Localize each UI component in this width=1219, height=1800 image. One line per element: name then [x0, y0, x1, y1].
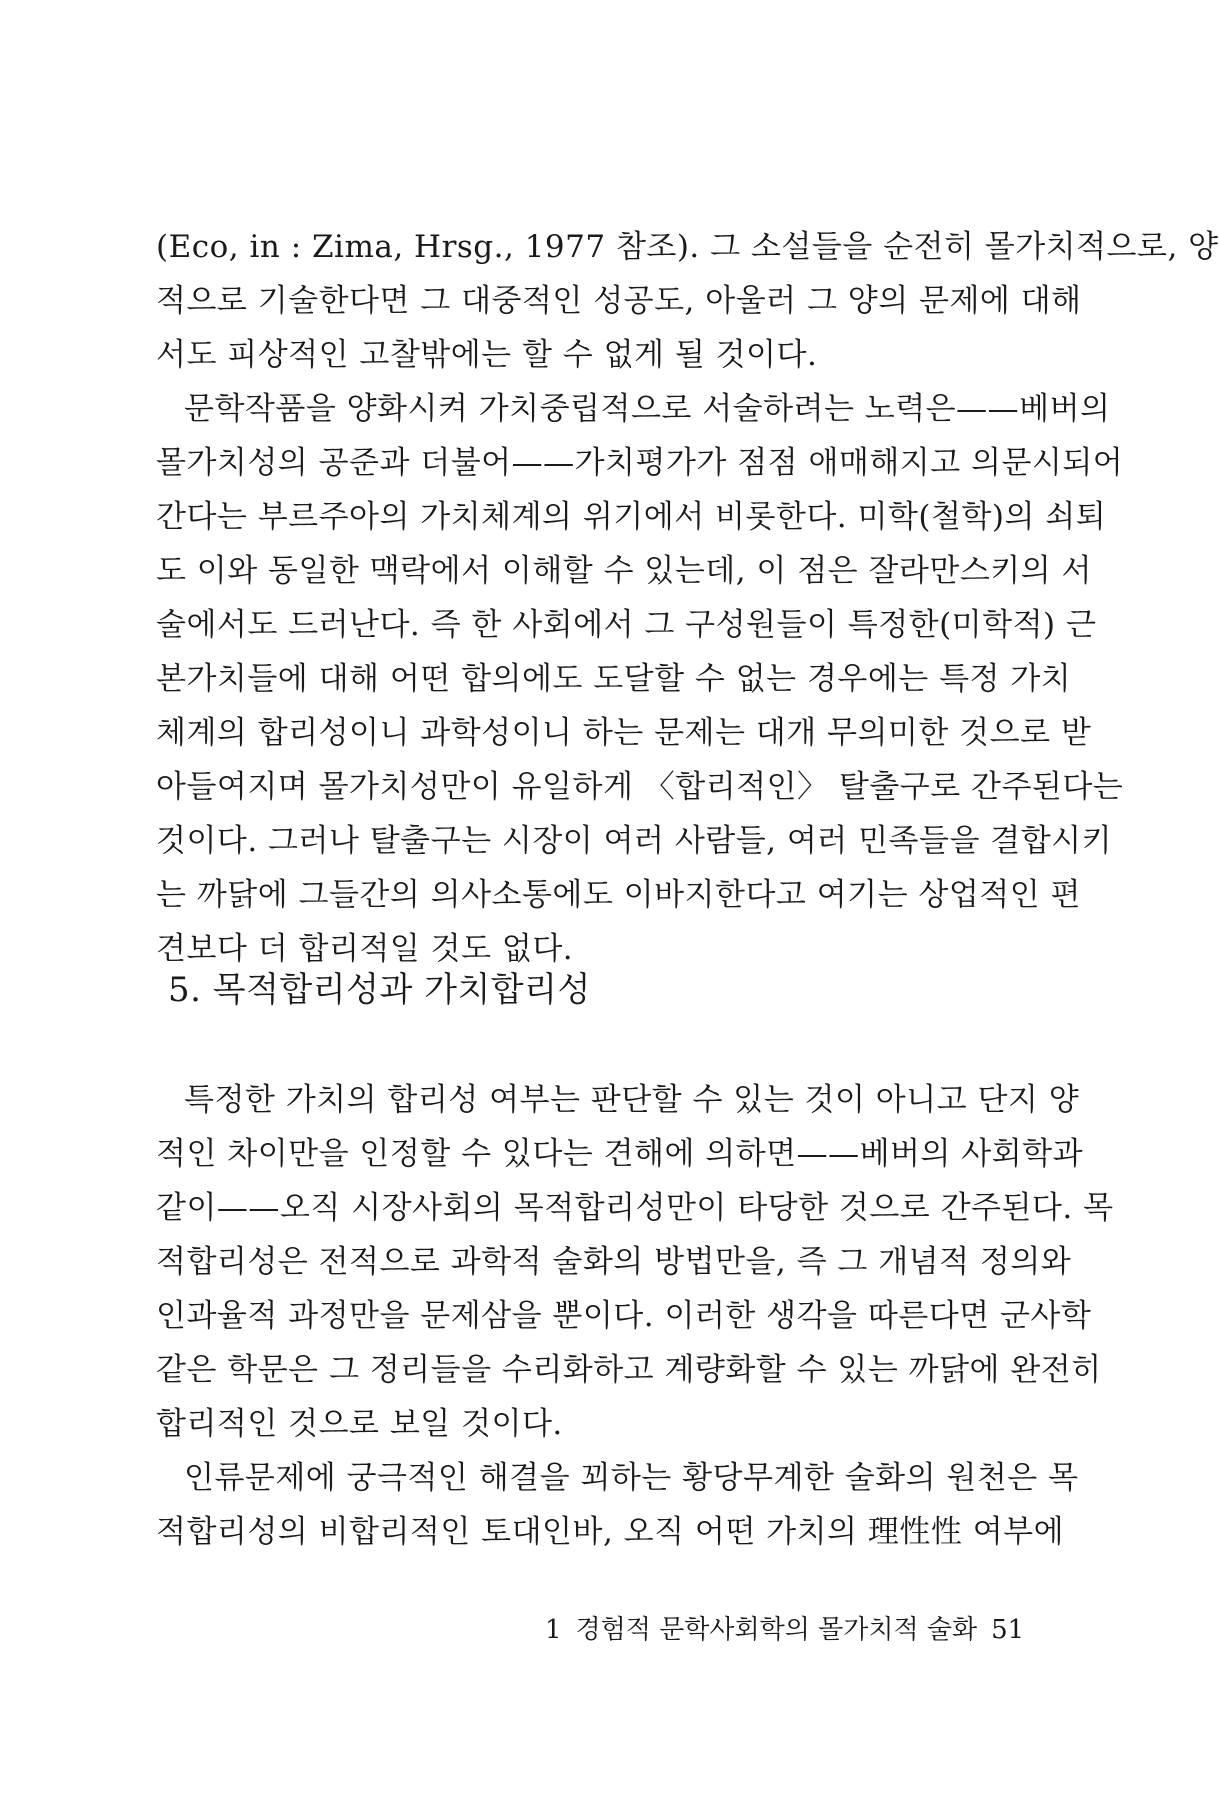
text-line: 체계의 합리성이니 과학성이니 하는 문제는 대개 무의미한 것으로 받: [156, 715, 1092, 751]
paragraph-4: [156, 1451, 1079, 1559]
text-line: 서도 피상적인 고찰밖에는 할 수 없게 될 것이다.: [156, 337, 818, 373]
text-line: 합리적인 것으로 보일 것이다.: [156, 1406, 563, 1442]
text-block-bottom: [156, 1073, 1114, 1559]
footer-chapter-number: 1: [545, 1615, 562, 1645]
text-line: 본가치들에 대해 어떤 합의에도 도달할 수 없는 경우에는 특정 가치: [156, 661, 1072, 697]
text-line: 특정한 가치의 합리성 여부는 판단할 수 있는 것이 아니고 단지 양: [184, 1082, 1080, 1118]
text-line: 적합리성의 비합리적인 토대인바, 오직 어떤 가치의 理性性 여부에: [156, 1514, 1065, 1550]
paragraph-2: [156, 382, 1124, 976]
page-number: 51: [991, 1615, 1025, 1645]
paragraph-1: [156, 220, 1219, 382]
text-line: 는 까닭에 그들간의 의사소통에도 이바지한다고 여기는 상업적인 편: [156, 877, 1081, 913]
text-line: 견보다 더 합리적일 것도 없다.: [156, 931, 574, 967]
text-line: 술에서도 드러난다. 즉 한 사회에서 그 구성원들이 특정한(미학적) 근: [156, 607, 1097, 643]
text-line: 인과율적 과정만을 문제삼을 뿐이다. 이러한 생각을 따른다면 군사학: [156, 1298, 1092, 1334]
text-line: 문학작품을 양화시켜 가치중립적으로 서술하려는 노력은——베버의: [184, 391, 1111, 427]
text-line: 적인 차이만을 인정할 수 있다는 견해에 의하면——베버의 사회학과: [156, 1136, 1084, 1172]
text-line: 같이——오직 시장사회의 목적합리성만이 타당한 것으로 간주된다. 목: [156, 1190, 1114, 1226]
section-heading: 5. 목적합리성과 가치합리성: [168, 970, 591, 1010]
text-line: 적합리성은 전적으로 과학적 술화의 방법만을, 즉 그 개념적 정의와: [156, 1244, 1072, 1280]
text-line: 같은 학문은 그 정리들을 수리화하고 계량화할 수 있는 까닭에 완전히: [156, 1352, 1102, 1388]
text-line: 것이다. 그러나 탈출구는 시장이 여러 사람들, 여러 민족들을 결합시키: [156, 823, 1113, 859]
text-line: 간다는 부르주아의 가치체계의 위기에서 비롯한다. 미학(철학)의 쇠퇴: [156, 499, 1107, 535]
text-line: 인류문제에 궁극적인 해결을 꾀하는 황당무계한 술화의 원천은 목: [184, 1460, 1079, 1496]
running-footer: [545, 1612, 1024, 1648]
text-line: (Eco, in : Zima, Hrsg., 1977 참조). 그 소설들을 순전히 몰가치적으로, 양: [156, 229, 1219, 265]
text-line: 아들여지며 몰가치성만이 유일하게 〈합리적인〉 탈출구로 간주된다는: [156, 769, 1124, 805]
footer-running-title: 경험적 문학사회학의 몰가치적 술화: [575, 1615, 978, 1645]
paragraph-3: [156, 1073, 1114, 1451]
text-block-top: [156, 220, 1219, 976]
text-line: 적으로 기술한다면 그 대중적인 성공도, 아울러 그 양의 문제에 대해: [156, 283, 1082, 319]
text-line: 도 이와 동일한 맥락에서 이해할 수 있는데, 이 점은 잘라만스키의 서: [156, 553, 1092, 589]
text-line: 몰가치성의 공준과 더불어——가치평가가 점점 애매해지고 의문시되어: [156, 445, 1124, 481]
